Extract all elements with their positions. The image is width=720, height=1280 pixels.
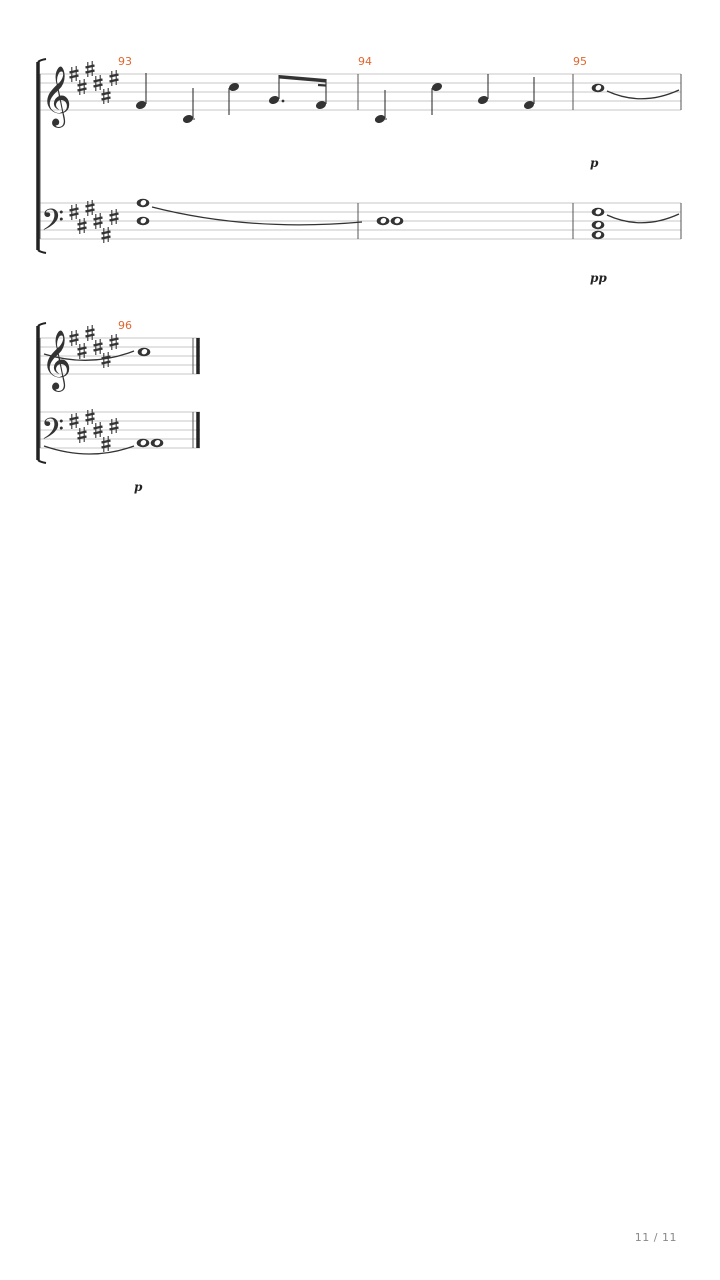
bass-clef-icon: 𝄢	[41, 413, 65, 454]
page-indicator: 11 / 11	[634, 1231, 677, 1244]
dynamic-marking: pp	[590, 271, 607, 285]
dynamic-marking: p	[590, 156, 599, 170]
bass-key-signature	[70, 409, 119, 452]
measure-95-bass-notes	[592, 208, 679, 239]
measure-number-94: 94	[358, 55, 372, 68]
system-2	[38, 319, 200, 494]
treble-clef-icon: 𝄞	[41, 330, 72, 390]
measure-number-93: 93	[118, 55, 132, 68]
measure-number-96: 96	[118, 319, 132, 332]
bass-staff	[40, 203, 681, 239]
bass-clef-icon: 𝄢	[41, 204, 65, 245]
measure-94-treble-notes	[374, 74, 535, 124]
treble-clef-icon: 𝄞	[41, 66, 72, 126]
treble-key-signature	[70, 325, 119, 368]
treble-key-signature	[70, 61, 119, 104]
barlines	[40, 74, 681, 239]
bass-key-signature	[70, 200, 119, 243]
measure-95-treble-notes	[592, 84, 679, 99]
measure-93-treble-notes	[135, 73, 327, 124]
dynamic-marking: p	[134, 480, 143, 494]
measure-number-95: 95	[573, 55, 587, 68]
treble-staff	[40, 74, 681, 110]
system-1	[38, 55, 681, 285]
